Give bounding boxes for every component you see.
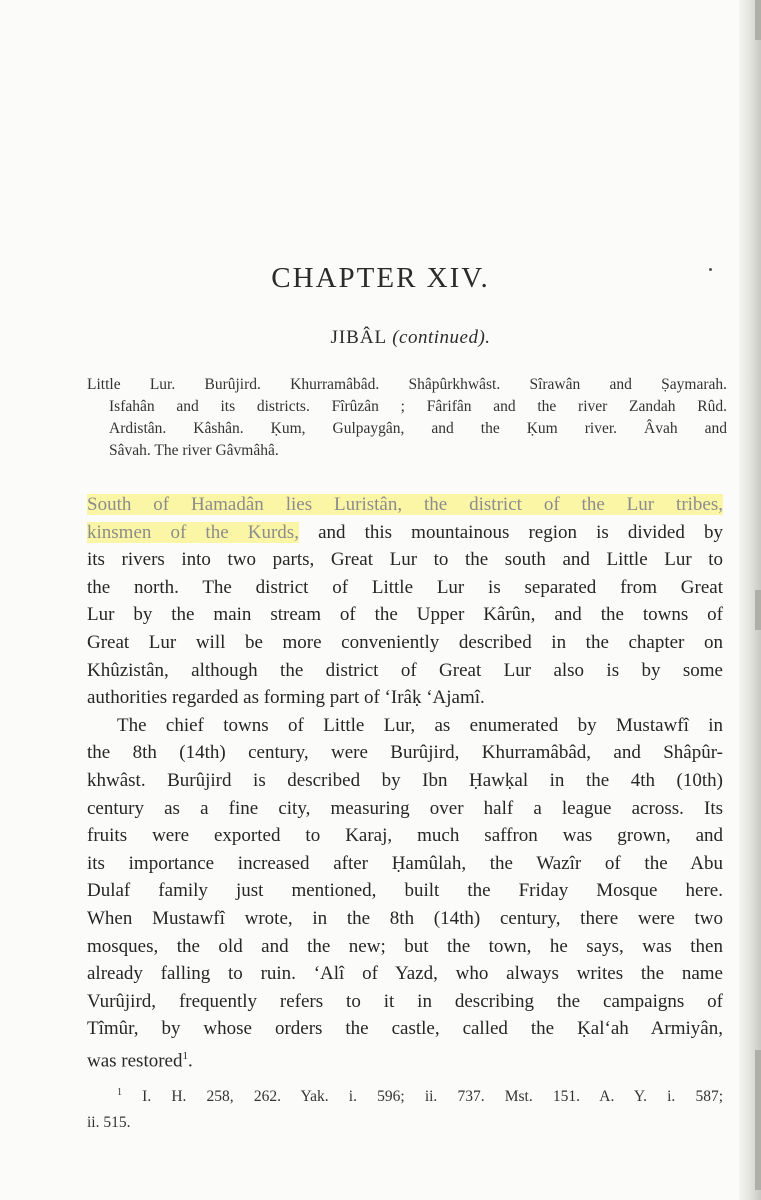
chapter-subtitle	[0, 327, 761, 349]
body-line: Khûzistân, although the district of Great Lur also is by some	[87, 659, 723, 681]
body-line: was restored$^1$.	[87, 1049, 193, 1072]
body-line: fruits were exported to Karaj, much saffron was grown, and	[87, 825, 723, 847]
body-line: the north. The district of Little Lur is separated from Great	[87, 576, 723, 598]
body-line: Tîmûr, by whose orders the castle, called the Ḳal‘ah Armiyân,	[87, 1018, 723, 1040]
summary-line: Ardistân. Kâshân. Ḳum, Gulpaygân, and the Ḳum river. Âvah and	[109, 420, 727, 437]
footnote-line: ii. 515.	[87, 1114, 131, 1132]
body-line: Dulaf family just mentioned, built the Friday Mosque here.	[87, 880, 723, 902]
highlighted-text: South of Hamadân lies Luristân, the district of the Lur tribes,	[87, 494, 723, 515]
summary-line: Sâvah. The river Gâvmâhâ.	[109, 442, 279, 459]
chapter-title: CHAPTER XIV.	[271, 262, 490, 294]
body-line: century as a fine city, measuring over half a league across. Its	[87, 797, 723, 819]
subtitle-paren: (continued).	[392, 327, 491, 348]
chapter-summary	[87, 374, 727, 462]
body-line: authorities regarded as forming part of ‘Irâḳ ‘Ajamî.	[87, 687, 485, 709]
page-edge-shadow	[739, 0, 761, 1200]
edge-mark	[755, 0, 761, 40]
edge-mark	[755, 590, 761, 630]
body-line: Great Lur will be more conveniently described in the chapter on	[87, 631, 723, 653]
body-line: the 8th (14th) century, were Burûjird, Khurramâbâd, and Shâpûr-	[87, 742, 723, 764]
footnote-marker: 1	[117, 1087, 122, 1098]
footnote	[87, 1080, 723, 1136]
summary-line: Little Lur. Burûjird. Khurramâbâd. Shâpûrkhwâst. Sîrawân and Ṣaymarah.	[87, 376, 727, 393]
body-line: Vurûjird, frequently refers to it in describing the campaigns of	[87, 990, 723, 1012]
body-line: When Mustawfî wrote, in the 8th (14th) century, there were two	[87, 907, 723, 929]
body-line: its importance increased after Ḥamûlah, the Wazîr of the Abu	[87, 852, 723, 874]
body-line	[87, 491, 723, 519]
body-text	[87, 491, 723, 1075]
edge-mark	[755, 1050, 761, 1190]
footnote-line: $^1$ I. H. 258, 262. Yak. i. 596; ii. 737. Mst. 151. A. Y. i. 587;	[117, 1087, 723, 1106]
subtitle-main: JIBÂL	[330, 327, 387, 348]
highlighted-text: kinsmen of the Kurds,	[87, 521, 299, 543]
body-line: mosques, the old and the new; but the town, he says, was then	[87, 935, 723, 957]
body-line: already falling to ruin. ‘Alî of Yazd, who always writes the name	[87, 963, 723, 985]
footnote-ref: 1	[182, 1049, 188, 1062]
body-line: The chief towns of Little Lur, as enumerated by Mustawfî in	[117, 714, 723, 736]
body-line: kinsmen of the Kurds, and this mountainous region is divided by	[87, 521, 723, 543]
body-line: its rivers into two parts, Great Lur to the south and Little Lur to	[87, 549, 723, 571]
summary-line: Isfahân and its districts. Fîrûzân ; Fârifân and the river Zandah Rûd.	[109, 398, 727, 415]
body-line: khwâst. Burûjird is described by Ibn Ḥawḳal in the 4th (10th)	[87, 769, 723, 791]
body-line: Lur by the main stream of the Upper Kârûn, and the towns of	[87, 604, 723, 626]
